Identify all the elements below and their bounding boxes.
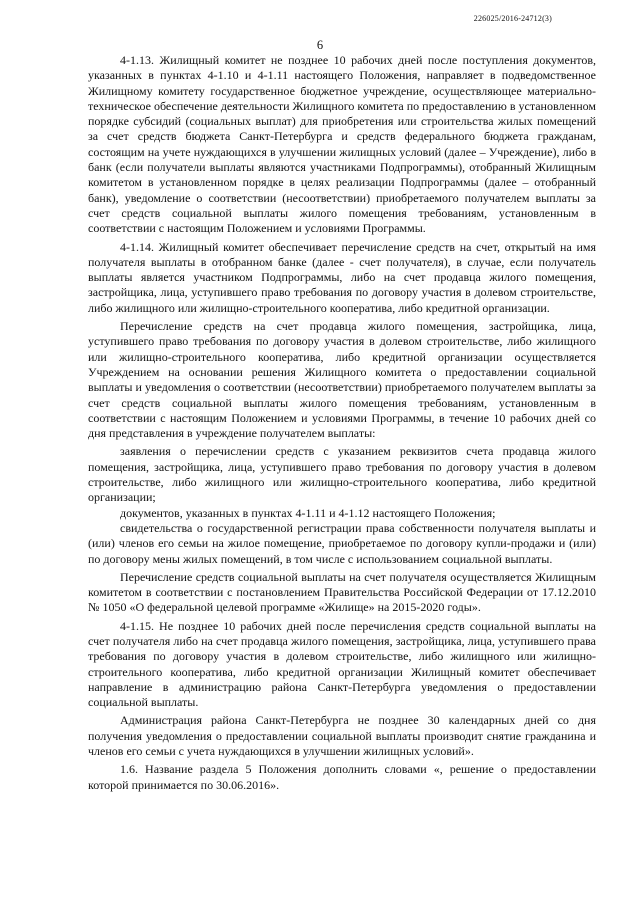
list-item-documents: документов, указанных в пунктах 4-1.11 и 4-1.12 настоящего Положения; <box>120 505 496 520</box>
paragraph-1-6: 1.6. Название раздела 5 Положения дополнить словами «, решение о предоставлении которой принимается по 30.06.2016». <box>88 762 596 792</box>
paragraph-4-1-15: 4-1.15. Не позднее 10 рабочих дней после перечисления средств социальной выплаты на счет получателя либо на счет продавца жилого помещения, застройщика, лица, уступившего права требования по договору участия в долевом строительстве, либо жилищного или жилищно-строительного кооператива, либо кредитной организации Жилищный комитет обеспечивает направление в администрацию района Санкт-Петербурга уведомления о предоставлении социальной выплаты. <box>88 618 596 710</box>
page-number: 6 <box>316 38 324 52</box>
document-code: 226025/2016-24712(3) <box>473 14 552 23</box>
paragraph-transfer-recipient: Перечисление средств социальной выплаты на счет получателя осуществляется Жилищным комитетом в соответствии с постановлением Правительства Российской Федерации от 17.12.2010 № 1050 «О федеральной целевой программе «Жилище» на 2015-2020 годы». <box>88 569 596 615</box>
list-item-certificate: свидетельства о государственной регистрации права собственности получателя выплаты и (или) членов его семьи на жилое помещение, приобретаемое по договору купли-продажи и (или) по договору мены жилых помещений, в том числе с использованием социальной выплаты. <box>88 520 596 566</box>
paragraph-transfer-seller: Перечисление средств на счет продавца жилого помещения, застройщика, лица, уступившего право требования по договору участия в долевом строительстве, либо жилищного или жилищно-строительного кооператива, либо кредитной организации осуществляется Учреждением на основании решения Жилищного комитета о предоставлении социальной выплаты и уведомления о соответствии (несоответствии) приобретаемого получателем выплаты за счет средств социальной выплаты жилого помещения требованиям, установленным в соответствии с настоящим Положением и условиями Программы, в течение 10 рабочих дней со дня представления в учреждение получателем выплаты: <box>88 319 596 441</box>
document-body <box>88 53 596 796</box>
paragraph-4-1-13: 4-1.13. Жилищный комитет не позднее 10 рабочих дней после поступления документов, указанных в пунктах 4-1.10 и 4-1.11 настоящего Положения, направляет в подведомственное Жилищному комитету государственное бюджетное учреждение, осуществляющее материально-техническое обеспечение деятельности Жилищного комитета по предоставлению в установленном порядке субсидий (социальных выплат) для приобретения или строительства жилых помещений за счет средств бюджета Санкт-Петербурга и средств федерального бюджета гражданам, состоящим на учете нуждающихся в улучшении жилищных условий (далее – Учреждение), либо в банк (если получатели выплаты являются участниками Подпрограммы), отобранный Жилищным комитетом в установленном порядке в целях реализации Подпрограммы (далее – отобранный банк), уведомление о соответствии (несоответствии) приобретаемого получателем выплаты за счет средств социальной выплаты жилого помещения требованиям, установленным в соответствии с настоящим Положением и условиями Программы. <box>88 53 596 236</box>
list-item-application: заявления о перечислении средств с указанием реквизитов счета продавца жилого помещения, застройщика, лица, уступившего право требования по договору участия в долевом строительстве, либо жилищного или жилищно-строительного кооператива, либо кредитной организации; <box>88 444 596 505</box>
paragraph-4-1-14: 4-1.14. Жилищный комитет обеспечивает перечисление средств на счет, открытый на имя получателя выплаты в отобранном банке (далее - счет получателя), в случае, если получатель выплаты является участником Подпрограммы, либо на счет продавца жилого помещения, застройщика, лица, уступившего право требования по договору участия в долевом строительстве, либо жилищного или жилищно-строительного кооператива, либо кредитной организации. <box>88 239 596 315</box>
paragraph-administration: Администрация района Санкт-Петербурга не позднее 30 календарных дней со дня получения уведомления о предоставлении социальной выплаты производит снятие гражданина и членов его семьи с учета нуждающихся в улучшении жилищных условий». <box>88 713 596 759</box>
